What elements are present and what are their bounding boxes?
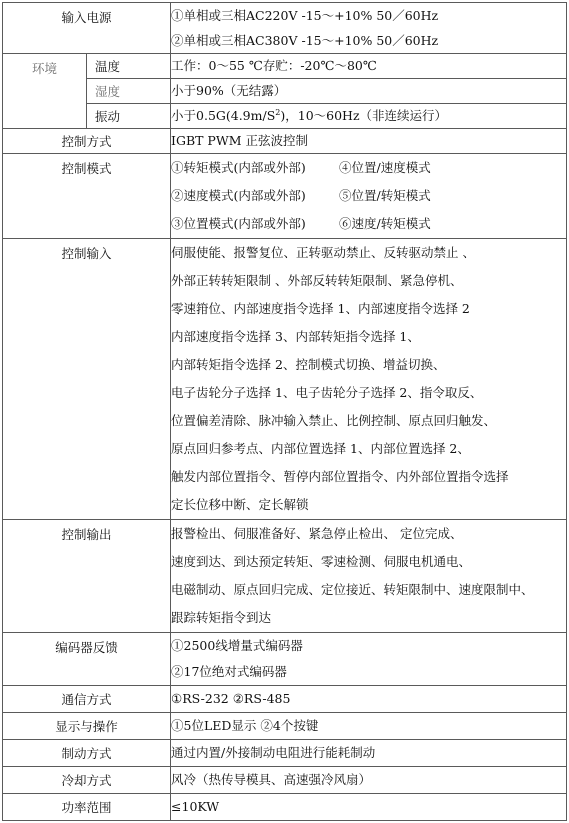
control-input-line: 触发内部位置指令、暂停内部位置指令、内外部位置指令选择	[171, 469, 509, 484]
power-input-label: 输入电源	[3, 3, 171, 54]
control-mode-item: ②速度模式(内部或外部)	[171, 188, 306, 203]
vibration-text-b: )，10～60Hz（非连续运行）	[280, 108, 448, 123]
row-temperature	[3, 54, 567, 79]
temperature-value	[171, 54, 567, 79]
control-mode-item: ⑤位置/转矩模式	[339, 188, 431, 203]
control-method-label: 控制方式	[3, 129, 171, 154]
temperature-text: 工作：0～55 ℃存贮：-20℃～80℃	[171, 58, 377, 73]
power-range-value	[171, 794, 567, 821]
communication-text: ①RS-232 ②RS-485	[171, 691, 291, 706]
spec-table	[2, 2, 567, 821]
control-input-line: 位置偏差清除、脉冲输入禁止、比例控制、原点回归触发、	[171, 413, 497, 428]
braking-label: 制动方式	[3, 740, 171, 767]
row-cooling	[3, 767, 567, 794]
control-output-line: 电磁制动、原点回归完成、定位接近、转矩限制中、速度限制中、	[171, 582, 534, 597]
control-output-value	[171, 520, 567, 633]
display-operation-label: 显示与操作	[3, 713, 171, 740]
control-method-text: IGBT PWM 正弦波控制	[171, 133, 308, 148]
control-input-line: 原点回归参考点、内部位置选择 1、内部位置选择 2、	[171, 441, 470, 456]
control-input-line: 零速箝位、内部速度指令选择 1、内部速度指令选择 2	[171, 301, 470, 316]
row-vibration	[3, 104, 567, 129]
humidity-value	[171, 79, 567, 104]
cooling-value	[171, 767, 567, 794]
row-power-range	[3, 794, 567, 821]
control-mode-label: 控制模式	[3, 154, 171, 239]
control-mode-line	[171, 154, 566, 182]
row-power-input	[3, 3, 567, 54]
encoder-feedback-value	[171, 633, 567, 686]
row-humidity	[3, 79, 567, 104]
vibration-text-a: 小于0.5G(4.9m/S	[171, 108, 276, 123]
power-input-value	[171, 3, 567, 54]
row-display-operation	[3, 713, 567, 740]
row-encoder-feedback	[3, 633, 567, 686]
braking-text: 通过内置/外接制动电阻进行能耗制动	[171, 745, 376, 760]
control-mode-line	[171, 182, 566, 210]
control-mode-item: ③位置模式(内部或外部)	[171, 216, 306, 231]
cooling-label: 冷却方式	[3, 767, 171, 794]
vibration-label: 振动	[87, 104, 171, 129]
row-control-method	[3, 129, 567, 154]
power-range-text: ≤10KW	[171, 799, 220, 814]
humidity-text: 小于90%（无结露）	[171, 83, 287, 98]
row-control-mode	[3, 154, 567, 239]
cooling-text: 风冷（热传导模具、高速强冷风扇）	[171, 772, 372, 787]
control-mode-value	[171, 154, 567, 239]
control-input-line: 伺服使能、报警复位、正转驱动禁止、反转驱动禁止 、	[171, 245, 475, 260]
row-control-input	[3, 239, 567, 520]
control-mode-item: ④位置/速度模式	[339, 160, 431, 175]
vibration-value	[171, 104, 567, 129]
vibration-superscript: 2	[275, 107, 281, 117]
environment-label: 环境	[3, 54, 87, 129]
braking-value	[171, 740, 567, 767]
control-input-value	[171, 239, 567, 520]
control-input-line: 内部转矩指令选择 2、控制模式切换、增益切换、	[171, 357, 446, 372]
control-input-line: 电子齿轮分子选择 1、电子齿轮分子选择 2、指令取反、	[171, 385, 483, 400]
control-input-line: 内部速度指令选择 3、内部转矩指令选择 1、	[171, 329, 420, 344]
communication-value	[171, 686, 567, 713]
display-operation-value	[171, 713, 567, 740]
temperature-label: 温度	[87, 54, 171, 79]
display-operation-text: ①5位LED显示 ②4个按键	[171, 718, 319, 733]
humidity-label: 湿度	[87, 79, 171, 104]
row-control-output	[3, 520, 567, 633]
encoder-feedback-label: 编码器反馈	[3, 633, 171, 686]
row-communication	[3, 686, 567, 713]
power-range-label: 功率范围	[3, 794, 171, 821]
power-input-line: ②单相或三相AC380V -15～+10% 50／60Hz	[171, 33, 439, 48]
row-braking	[3, 740, 567, 767]
control-mode-item: ①转矩模式(内部或外部)	[171, 160, 306, 175]
control-mode-item: ⑥速度/转矩模式	[339, 216, 431, 231]
control-input-line: 定长位移中断、定长解锁	[171, 497, 309, 512]
control-output-line: 跟踪转矩指令到达	[171, 610, 272, 625]
control-output-line: 报警检出、伺服准备好、紧急停止检出、 定位完成、	[171, 526, 463, 541]
power-input-line: ①单相或三相AC220V -15～+10% 50／60Hz	[171, 8, 439, 23]
control-input-line: 外部正转转矩限制 、外部反转转矩限制、紧急停机、	[171, 273, 463, 288]
vibration-text	[171, 104, 566, 128]
encoder-feedback-line: ①2500线增量式编码器	[171, 638, 303, 653]
encoder-feedback-line: ②17位绝对式编码器	[171, 664, 287, 679]
control-output-label: 控制输出	[3, 520, 171, 633]
communication-label: 通信方式	[3, 686, 171, 713]
control-output-line: 速度到达、到达预定转矩、零速检测、伺服电机通电、	[171, 554, 472, 569]
control-method-value	[171, 129, 567, 154]
control-input-label: 控制输入	[3, 239, 171, 520]
control-mode-line	[171, 210, 566, 238]
